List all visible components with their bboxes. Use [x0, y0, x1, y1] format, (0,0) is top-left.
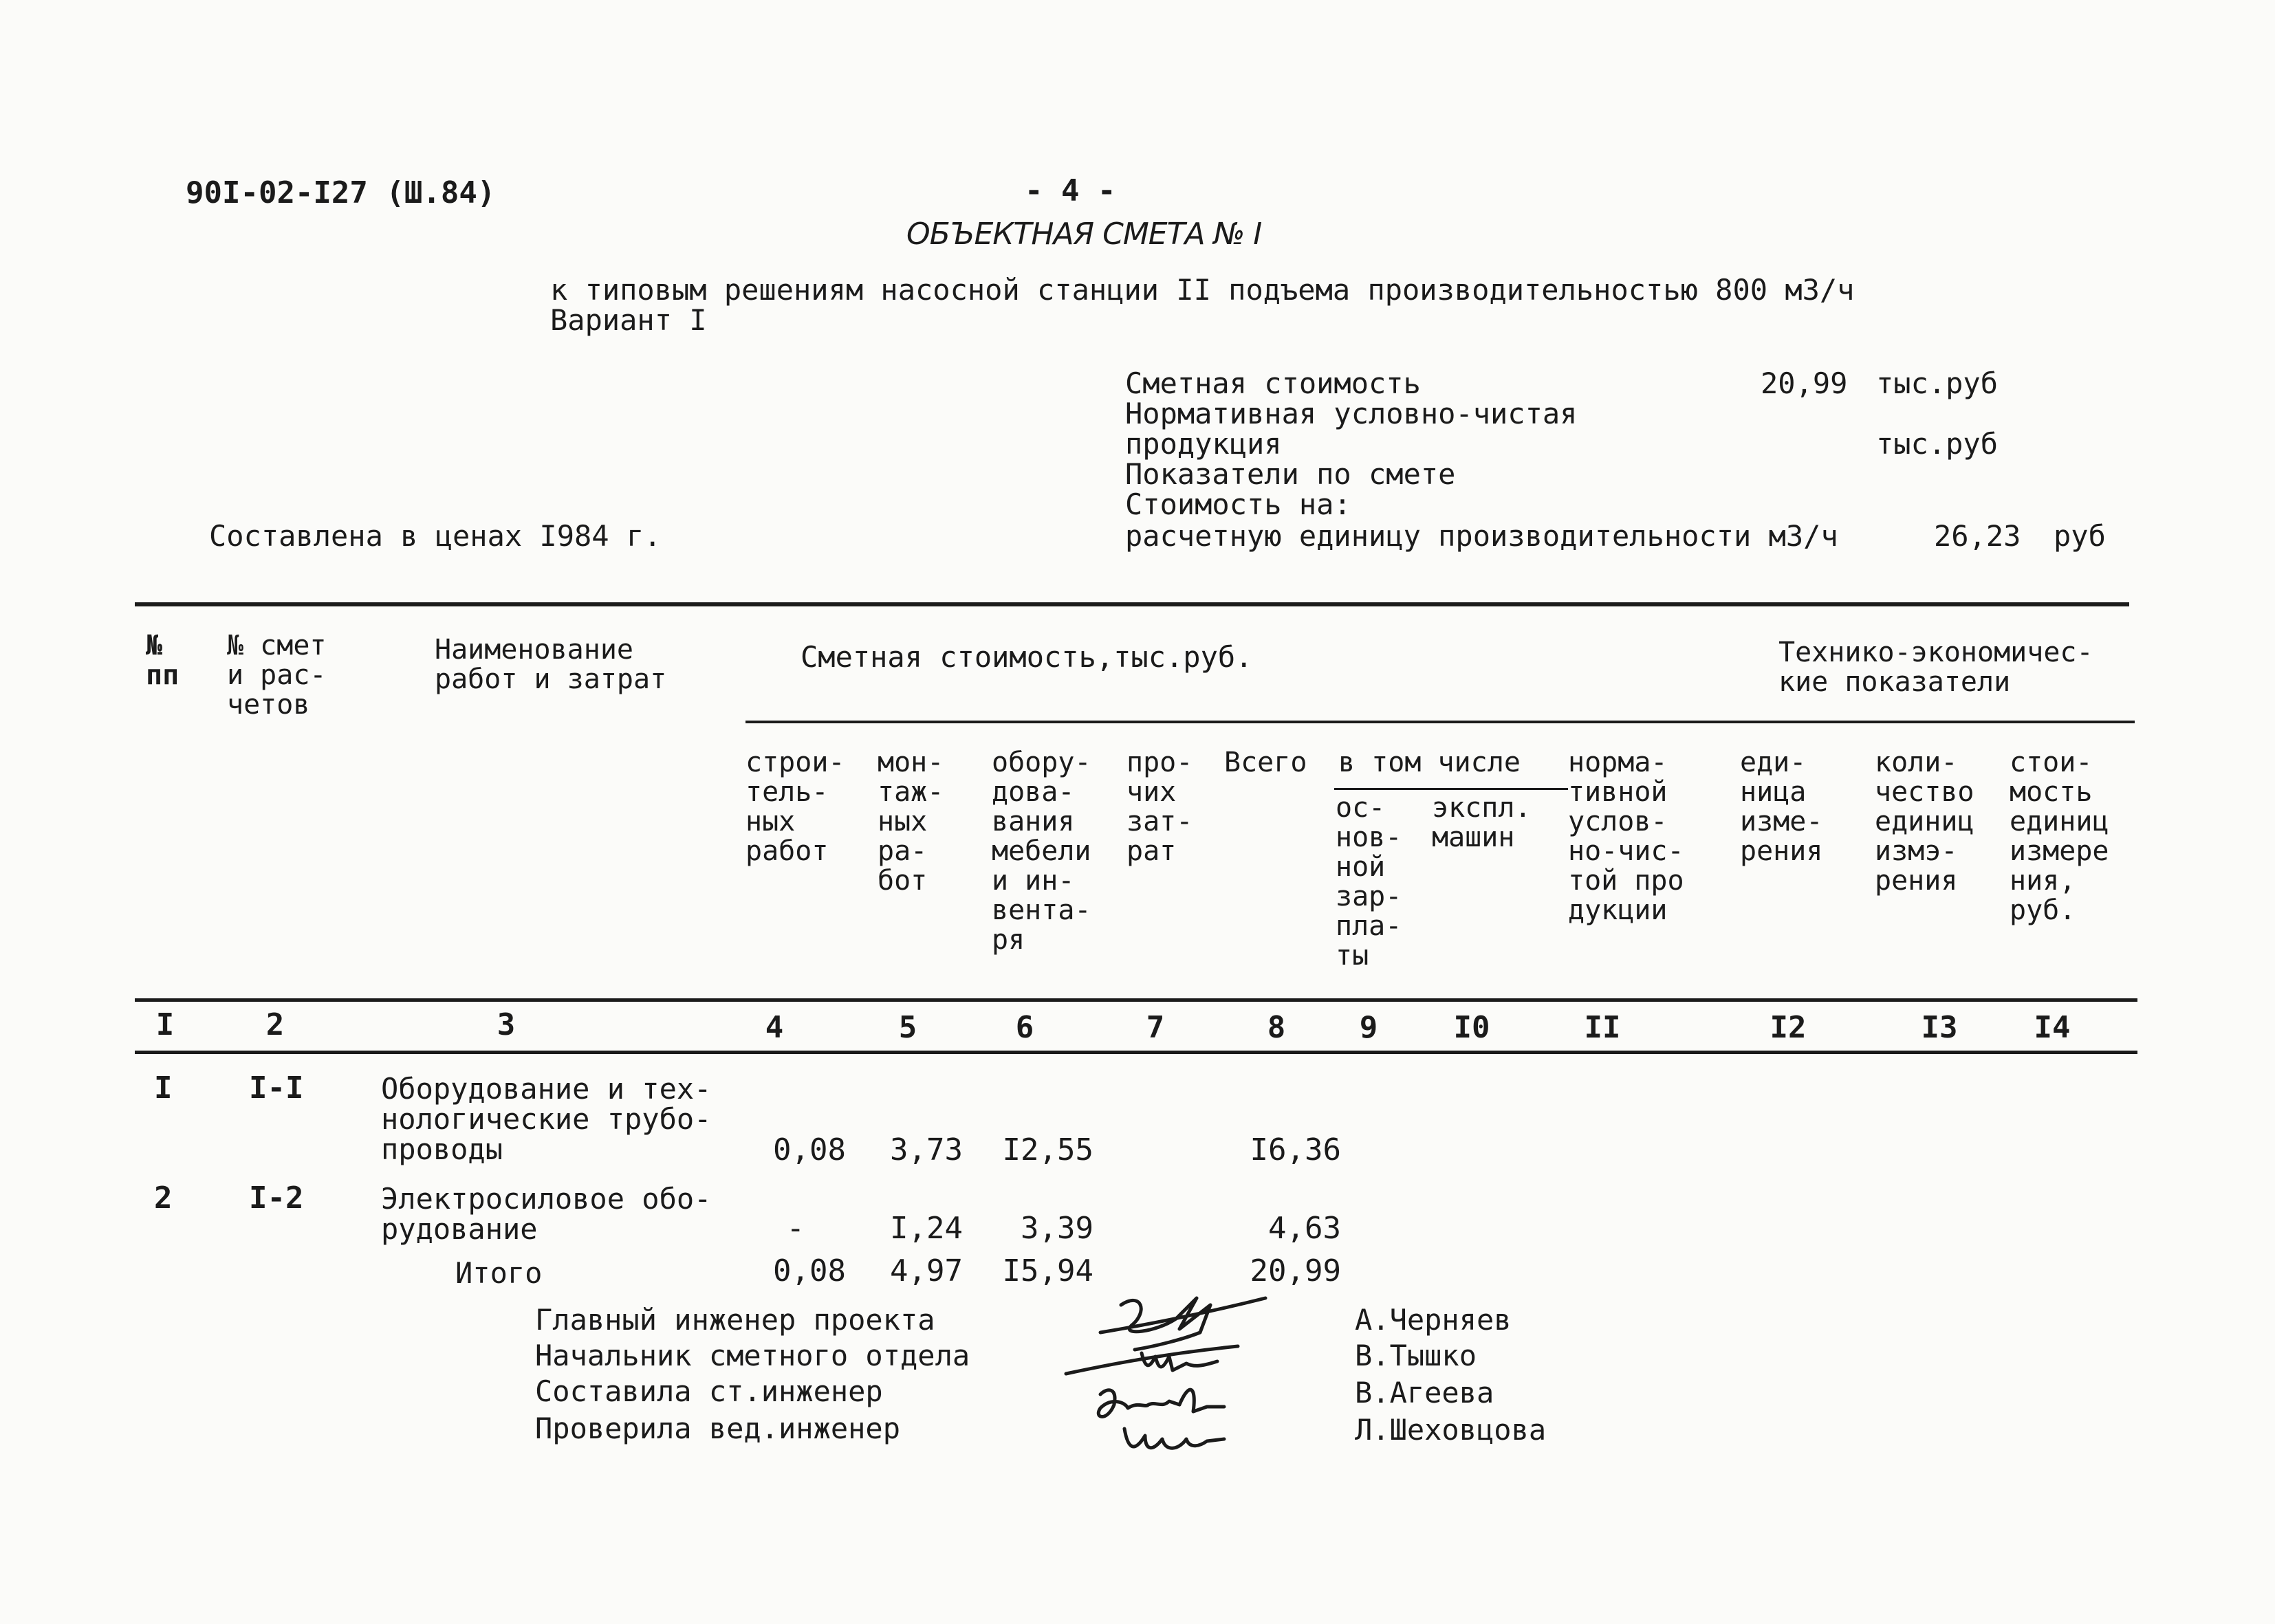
unit-cost-unit: руб [2054, 519, 2106, 553]
signature-name: В.Тышко [1355, 1339, 1477, 1372]
indicators-label: Показатели по смете [1125, 457, 1456, 491]
signature-role: Составила ст.инженер [535, 1374, 883, 1408]
norm-label-2: продукция [1125, 427, 1282, 461]
signature-name: В.Агеева [1355, 1376, 1494, 1409]
signature-role: Проверила вед.инженер [535, 1412, 901, 1445]
header-mounting: мон- таж- ных ра- бот [878, 747, 944, 897]
cost-on-label: Стоимость на: [1125, 487, 1351, 521]
row-number: 2 [154, 1181, 173, 1216]
header-quantity: коли- чество единиц измэ- рения [1875, 747, 1974, 897]
header-construction: строи- тель- ных работ [745, 747, 845, 867]
header-other: про- чих зат- рат [1126, 747, 1193, 867]
header-estimate-number: № смет и рас- четов [227, 630, 327, 721]
header-basic-wage: ос- нов- ной зар- пла- ты [1336, 792, 1402, 972]
prices-note: Составлена в ценах I984 г. [209, 519, 662, 553]
total-total: 20,99 [1250, 1253, 1341, 1288]
col-number: 2 [265, 1007, 285, 1042]
signature-role: Главный инженер проекта [535, 1303, 935, 1337]
col-number: 9 [1359, 1010, 1378, 1045]
header-cost-group: Сметная стоимость,тыс.руб. [801, 640, 1253, 674]
unit-cost-label: расчетную единицу производительности м3/ч [1125, 519, 1838, 553]
total-label: Итого [455, 1256, 543, 1290]
page-number: - 4 - [1025, 173, 1116, 208]
header-work-name: Наименование работ и затрат [435, 634, 667, 695]
incl-group-rule [1334, 788, 1568, 790]
col-numbers-rule [135, 1051, 2137, 1054]
table-top-rule [135, 602, 2129, 606]
row-work-name: Электросиловое обо- рудование [381, 1182, 712, 1246]
unit-cost-value: 26,23 [1934, 519, 2021, 553]
header-row-number: № пп [146, 630, 179, 691]
col-number: I4 [2034, 1010, 2071, 1045]
cost-label: Сметная стоимость [1125, 366, 1421, 400]
cost-group-rule [745, 721, 2135, 723]
variant-label: Вариант I [550, 303, 707, 337]
col-number: 8 [1267, 1010, 1286, 1045]
header-equipment: обору- дова- вания мебели и ин- вента- ря [992, 747, 1091, 956]
row-mounting: 3,73 [890, 1132, 963, 1167]
row-estimate: I-2 [249, 1181, 304, 1216]
cost-value: 20,99 [1761, 366, 1848, 400]
row-mounting: I,24 [890, 1211, 963, 1246]
total-construction: 0,08 [773, 1253, 846, 1288]
header-tech-group: Технико-экономичес- кие показатели [1778, 637, 2093, 698]
col-number: 7 [1146, 1010, 1165, 1045]
col-number: 4 [765, 1010, 784, 1045]
row-number: I [154, 1071, 173, 1106]
document-subtitle: к типовым решениям насосной станции II подъема производительностью 800 м3/ч [550, 273, 1855, 307]
document-title: ОБЪЕКТНАЯ СМЕТА № I [906, 217, 1262, 252]
col-number: 3 [497, 1007, 516, 1042]
row-total: 4,63 [1268, 1211, 1341, 1246]
col-number: I2 [1770, 1010, 1807, 1045]
col-number: 5 [898, 1010, 917, 1045]
col-number: II [1584, 1010, 1621, 1045]
norm-label-1: Нормативная условно-чистая [1125, 397, 1578, 430]
row-work-name: Оборудование и тех- нологические трубо- проводы [381, 1072, 712, 1166]
col-number: 6 [1015, 1010, 1034, 1045]
header-machines: экспл. машин [1432, 792, 1532, 853]
header-normative: норма- тивной услов- но-чис- той про дукции [1568, 747, 1684, 926]
row-construction: - [786, 1211, 805, 1246]
col-number: I [155, 1007, 175, 1042]
header-unit: еди- ница изме- рения [1740, 747, 1823, 867]
total-equipment: I5,94 [1002, 1253, 1093, 1288]
header-total: Всего [1224, 747, 1307, 778]
col-number: I3 [1921, 1010, 1958, 1045]
signature-name: А.Черняев [1355, 1303, 1512, 1337]
header-bottom-rule [135, 998, 2137, 1002]
row-estimate: I-I [249, 1071, 304, 1106]
row-construction: 0,08 [773, 1132, 846, 1167]
norm-unit: тыс.руб [1876, 427, 1999, 461]
signature-name: Л.Шеховцова [1355, 1413, 1547, 1447]
row-equipment: 3,39 [1021, 1211, 1093, 1246]
row-total: I6,36 [1250, 1132, 1341, 1167]
row-equipment: I2,55 [1002, 1132, 1093, 1167]
total-mounting: 4,97 [890, 1253, 963, 1288]
handwritten-signatures [1059, 1284, 1307, 1463]
signature-role: Начальник сметного отдела [535, 1339, 970, 1372]
header-unit-cost: стои- мость единиц измере ния, руб. [2010, 747, 2109, 926]
header-including: в том числе [1338, 747, 1521, 778]
col-number: I0 [1453, 1010, 1490, 1045]
cost-unit: тыс.руб [1876, 366, 1999, 400]
document-code: 90I-02-I27 (Ш.84) [186, 175, 496, 210]
